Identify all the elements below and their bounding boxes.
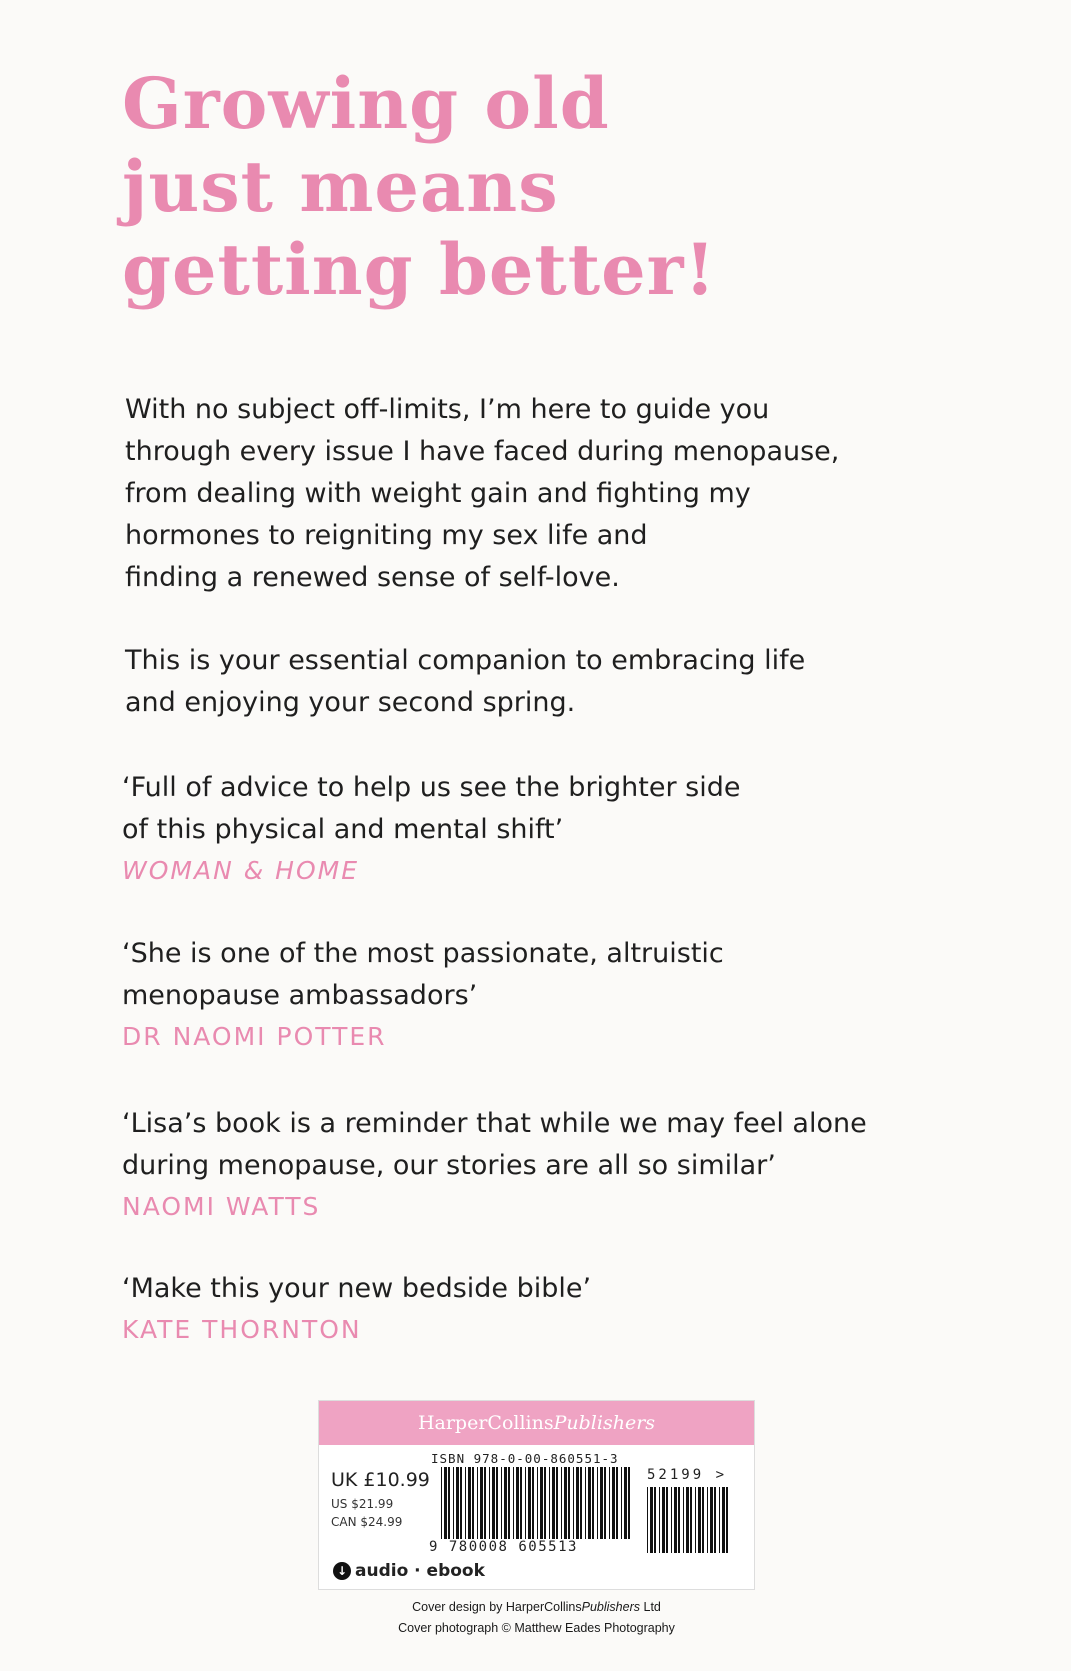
download-icon: ↓ — [333, 1562, 351, 1580]
headline-line: Growing old — [122, 62, 610, 145]
description-line: With no subject off-limits, I’m here to guide you — [125, 394, 770, 425]
description-line: from dealing with weight gain and fighting my — [125, 478, 751, 509]
companion-line: and enjoying your second spring. — [125, 687, 576, 718]
barcode-bar — [480, 1467, 483, 1539]
barcode-bar — [580, 1467, 582, 1539]
barcode-bar — [520, 1467, 522, 1539]
barcode-bar — [501, 1467, 502, 1539]
quote-line: of this physical and mental shift’ — [122, 814, 564, 845]
barcode-bar — [621, 1467, 622, 1539]
barcode-bar — [468, 1467, 471, 1539]
barcode-bar — [624, 1467, 627, 1539]
barcode-bar — [707, 1487, 708, 1553]
barcode-bar — [528, 1467, 531, 1539]
quote-line: menopause ambassadors’ — [122, 980, 478, 1011]
barcode-bar — [444, 1467, 447, 1539]
barcode-bar — [508, 1467, 510, 1539]
barcode-bar — [609, 1467, 610, 1539]
photo-credit: Cover photograph © Matthew Eades Photography — [398, 1621, 675, 1635]
formats-label: audio · ebook — [355, 1561, 485, 1581]
ean-barcode — [441, 1467, 631, 1539]
barcode-bar — [659, 1487, 660, 1553]
barcode-bar — [585, 1467, 586, 1539]
quote-source: WOMAN & HOME — [122, 856, 360, 885]
quote-source: NAOMI WATTS — [122, 1192, 321, 1221]
barcode-bar — [453, 1467, 454, 1539]
barcode-bar — [552, 1467, 555, 1539]
barcode-bar — [671, 1487, 672, 1553]
barcode-bar — [516, 1467, 519, 1539]
design-credit-a: Cover design by HarperCollins — [412, 1600, 582, 1614]
isbn: ISBN 978-0-00-860551-3 — [431, 1451, 619, 1466]
description-line: hormones to reigniting my sex life and — [125, 520, 648, 551]
design-credit — [318, 1597, 755, 1618]
barcode-bar — [537, 1467, 538, 1539]
barcode-bar — [690, 1487, 692, 1553]
barcode-bar — [650, 1487, 653, 1553]
description-line: through every issue I have faced during menopause, — [125, 436, 840, 467]
addon-barcode — [647, 1487, 731, 1553]
quote-naomi-potter — [122, 933, 1002, 1057]
barcode-bar — [647, 1487, 648, 1553]
barcode-bar — [683, 1487, 684, 1553]
barcode-bar — [719, 1487, 720, 1553]
barcode-bar — [492, 1467, 495, 1539]
barcode-bar — [489, 1467, 490, 1539]
barcode-bar — [616, 1467, 618, 1539]
barcode-bar — [597, 1467, 598, 1539]
headline-line: getting better! — [122, 228, 717, 311]
barcode-bar — [628, 1467, 630, 1539]
barcode-bar — [549, 1467, 550, 1539]
barcode-bar — [576, 1467, 579, 1539]
price-can: CAN $24.99 — [331, 1515, 403, 1529]
barcode-bar — [695, 1487, 696, 1553]
quote-kate-thornton — [122, 1268, 1002, 1350]
description-line: finding a renewed sense of self-love. — [125, 562, 620, 593]
publisher-name: HarperCollins — [417, 1412, 554, 1434]
price-uk: UK £10.99 — [331, 1469, 430, 1491]
quote-line: ‘Lisa’s book is a reminder that while we may feel alone — [122, 1108, 867, 1139]
barcode-bar — [568, 1467, 570, 1539]
publisher-name-italic: Publishers — [553, 1412, 656, 1434]
barcode-bar — [540, 1467, 543, 1539]
quote-line: during menopause, our stories are all so similar’ — [122, 1150, 776, 1181]
description — [125, 389, 985, 599]
quote-naomi-watts — [122, 1103, 1002, 1227]
addon-digits: 52199 > — [647, 1467, 728, 1483]
barcode-bar — [465, 1467, 466, 1539]
credits — [318, 1597, 755, 1639]
barcode-bar — [714, 1487, 716, 1553]
quote-line: ‘Full of advice to help us see the brighter side — [122, 772, 741, 803]
barcode-bar — [674, 1487, 677, 1553]
quote-source: KATE THORNTON — [122, 1315, 362, 1344]
barcode-bar — [666, 1487, 668, 1553]
barcode-bar — [612, 1467, 615, 1539]
barcode-bar — [496, 1467, 498, 1539]
headline-line: just means — [122, 145, 559, 228]
barcode-bar — [722, 1487, 725, 1553]
barcode-bar — [573, 1467, 574, 1539]
quote-line: ‘Make this your new bedside bible’ — [122, 1273, 592, 1304]
price-us: US $21.99 — [331, 1497, 394, 1511]
quote-line: ‘She is one of the most passionate, altruistic — [122, 938, 724, 969]
design-credit-b: Publishers — [581, 1600, 641, 1614]
barcode-bar — [456, 1467, 459, 1539]
barcode-bar — [604, 1467, 606, 1539]
barcode-bar — [592, 1467, 594, 1539]
barcode-bar — [448, 1467, 450, 1539]
barcode-bar — [678, 1487, 680, 1553]
barcode-bar — [532, 1467, 534, 1539]
headline — [122, 62, 982, 311]
barcode-bar — [460, 1467, 462, 1539]
barcode-bar — [702, 1487, 704, 1553]
barcode-bar — [544, 1467, 546, 1539]
formats — [333, 1561, 485, 1581]
publisher-band — [319, 1401, 754, 1445]
barcode-bar — [698, 1487, 701, 1553]
barcode-bar — [710, 1487, 713, 1553]
barcode-bar — [513, 1467, 514, 1539]
barcode-bar — [472, 1467, 474, 1539]
barcode-bar — [441, 1467, 442, 1539]
quote-woman-home — [122, 767, 1002, 891]
barcode-bar — [654, 1487, 656, 1553]
barcode-bar — [556, 1467, 558, 1539]
barcode-bar — [484, 1467, 486, 1539]
companion-text — [125, 640, 985, 724]
design-credit-c: Ltd — [640, 1600, 661, 1614]
barcode-bar — [561, 1467, 562, 1539]
companion-line: This is your essential companion to embracing life — [125, 645, 806, 676]
barcode-bar — [588, 1467, 591, 1539]
barcode-bar — [564, 1467, 567, 1539]
barcode-bar — [504, 1467, 507, 1539]
quote-source: DR NAOMI POTTER — [122, 1022, 387, 1051]
ean-digits: 9 780008 605513 — [429, 1539, 578, 1555]
barcode-bar — [477, 1467, 478, 1539]
barcode-bar — [726, 1487, 728, 1553]
barcode-bar — [686, 1487, 689, 1553]
barcode-bar — [662, 1487, 665, 1553]
barcode-bar — [525, 1467, 526, 1539]
barcode-box — [318, 1400, 755, 1590]
barcode-bar — [600, 1467, 603, 1539]
